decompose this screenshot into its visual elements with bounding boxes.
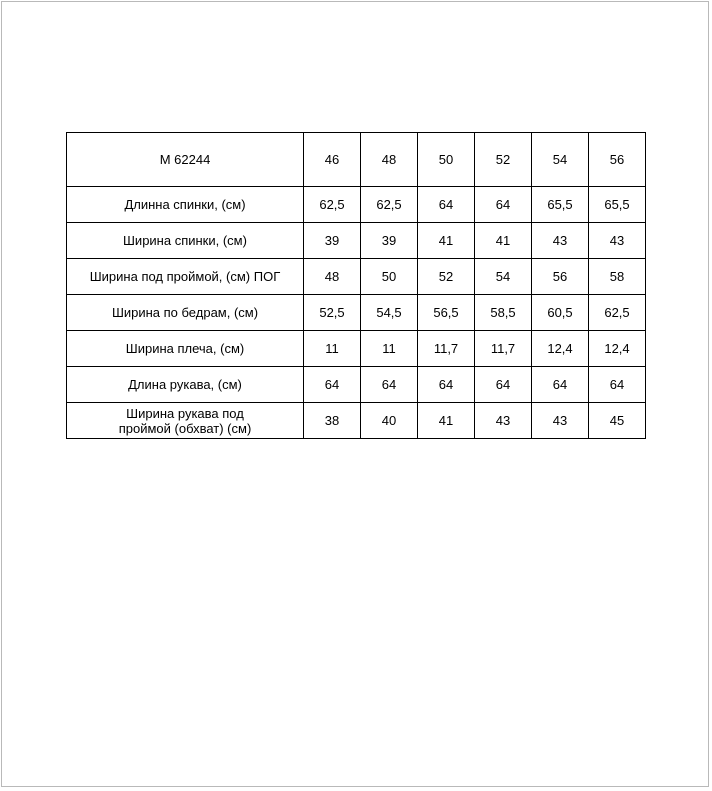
measurement-value: 11,7 — [418, 331, 475, 367]
measurement-value: 50 — [361, 259, 418, 295]
table-header-row — [67, 133, 646, 187]
measurement-value: 64 — [418, 187, 475, 223]
measurement-value: 56,5 — [418, 295, 475, 331]
measurement-value: 52 — [418, 259, 475, 295]
label-line: проймой (обхват) (см) — [118, 420, 252, 436]
measurement-value: 64 — [475, 367, 532, 403]
measurement-value: 58 — [589, 259, 646, 295]
measurement-value: 40 — [361, 403, 418, 439]
table-row — [67, 403, 646, 439]
measurement-label: Ширина плеча, (см) — [67, 331, 304, 367]
measurement-value: 43 — [532, 223, 589, 259]
measurement-value: 43 — [475, 403, 532, 439]
measurement-value: 38 — [304, 403, 361, 439]
measurement-value: 56 — [532, 259, 589, 295]
measurement-label: Длина рукава, (см) — [67, 367, 304, 403]
measurement-value: 43 — [532, 403, 589, 439]
measurement-value: 65,5 — [532, 187, 589, 223]
measurement-value: 64 — [418, 367, 475, 403]
measurement-value: 45 — [589, 403, 646, 439]
measurement-value: 11,7 — [475, 331, 532, 367]
measurement-value: 11 — [361, 331, 418, 367]
measurement-value: 64 — [589, 367, 646, 403]
measurement-value: 41 — [418, 223, 475, 259]
size-chart-table — [66, 132, 646, 439]
measurement-value: 64 — [304, 367, 361, 403]
measurement-value: 11 — [304, 331, 361, 367]
measurement-value: 54,5 — [361, 295, 418, 331]
measurement-value: 62,5 — [589, 295, 646, 331]
size-header: 50 — [418, 133, 475, 187]
measurement-value: 12,4 — [532, 331, 589, 367]
label-line: Ширина рукава под — [126, 405, 244, 421]
measurement-value: 65,5 — [589, 187, 646, 223]
table-row — [67, 259, 646, 295]
size-header: 46 — [304, 133, 361, 187]
measurement-label: Ширина под проймой, (см) ПОГ — [67, 259, 304, 295]
size-header: 54 — [532, 133, 589, 187]
document-page — [1, 1, 709, 787]
measurement-label: Длинна спинки, (см) — [67, 187, 304, 223]
measurement-value: 64 — [532, 367, 589, 403]
measurement-value: 64 — [361, 367, 418, 403]
size-header: 56 — [589, 133, 646, 187]
measurement-value: 41 — [418, 403, 475, 439]
table-row — [67, 187, 646, 223]
measurement-value: 39 — [304, 223, 361, 259]
measurement-value: 52,5 — [304, 295, 361, 331]
measurement-value: 48 — [304, 259, 361, 295]
measurement-value: 39 — [361, 223, 418, 259]
measurement-label: Ширина спинки, (см) — [67, 223, 304, 259]
measurement-value: 64 — [475, 187, 532, 223]
measurement-value: 60,5 — [532, 295, 589, 331]
measurement-value: 54 — [475, 259, 532, 295]
measurement-value: 62,5 — [361, 187, 418, 223]
measurement-label — [67, 403, 304, 439]
table-row — [67, 223, 646, 259]
measurement-value: 58,5 — [475, 295, 532, 331]
measurement-value: 62,5 — [304, 187, 361, 223]
measurement-label: Ширина по бедрам, (см) — [67, 295, 304, 331]
size-header: 48 — [361, 133, 418, 187]
table-row — [67, 331, 646, 367]
measurement-value: 41 — [475, 223, 532, 259]
table-row — [67, 367, 646, 403]
table-row — [67, 295, 646, 331]
size-header: 52 — [475, 133, 532, 187]
measurement-value: 43 — [589, 223, 646, 259]
model-number: M 62244 — [67, 133, 304, 187]
measurement-value: 12,4 — [589, 331, 646, 367]
